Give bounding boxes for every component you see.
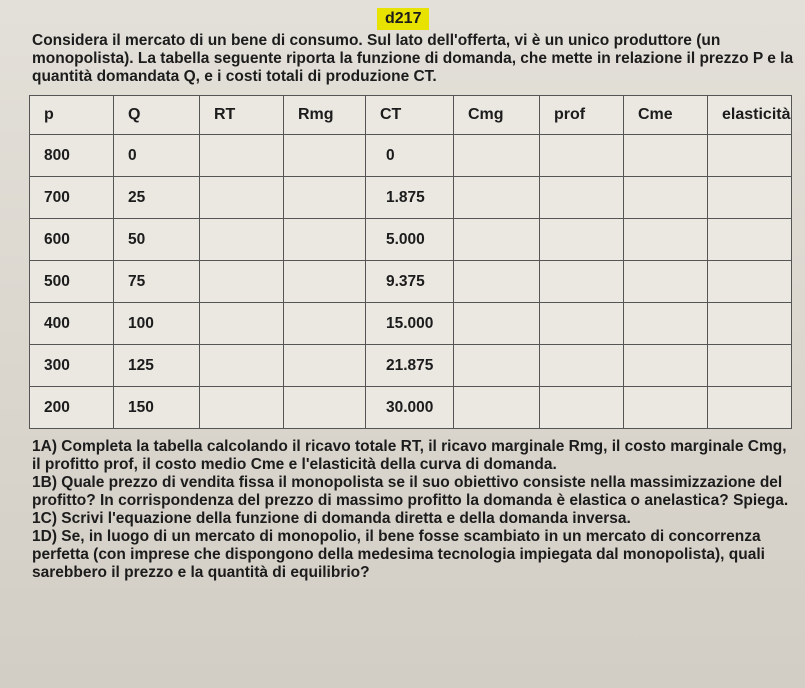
cell-cmg	[454, 261, 540, 303]
cell-p: 500	[30, 261, 114, 303]
cell-ct: 0	[366, 135, 454, 177]
cell-rt	[200, 261, 284, 303]
cell-prof	[540, 135, 624, 177]
cell-rt	[200, 177, 284, 219]
cell-rt	[200, 345, 284, 387]
cell-rmg	[284, 387, 366, 429]
cell-p: 800	[30, 135, 114, 177]
cell-prof	[540, 345, 624, 387]
cell-cmg	[454, 219, 540, 261]
question-1d: 1D) Se, in luogo di un mercato di monopolio, il bene fosse scambiato in un mercato di concorrenza perfetta (con imprese che dispongono della medesima tecnologia impiegata dal monopolista), quali sarebbero il prezzo e la quantità di equilibrio?	[32, 528, 765, 581]
table-row	[30, 219, 792, 261]
cell-q: 75	[114, 261, 200, 303]
header-ct: CT	[366, 96, 454, 135]
cell-ct: 9.375	[366, 261, 454, 303]
cell-elasticita	[708, 387, 792, 429]
cell-cme	[624, 387, 708, 429]
cell-p: 700	[30, 177, 114, 219]
cell-rt	[200, 303, 284, 345]
cell-q: 50	[114, 219, 200, 261]
header-q: Q	[114, 96, 200, 135]
cell-elasticita	[708, 177, 792, 219]
questions-block	[32, 438, 795, 582]
cell-rmg	[284, 135, 366, 177]
cell-q: 25	[114, 177, 200, 219]
cell-cmg	[454, 345, 540, 387]
cell-ct: 15.000	[366, 303, 454, 345]
header-cme: Cme	[624, 96, 708, 135]
cell-ct: 1.875	[366, 177, 454, 219]
cell-prof	[540, 177, 624, 219]
cell-rmg	[284, 303, 366, 345]
cell-q: 0	[114, 135, 200, 177]
cell-rt	[200, 387, 284, 429]
cell-prof	[540, 219, 624, 261]
exercise-code: d217	[377, 8, 429, 30]
cell-p: 200	[30, 387, 114, 429]
header-cmg: Cmg	[454, 96, 540, 135]
question-1b: 1B) Quale prezzo di vendita fissa il monopolista se il suo obiettivo consiste nella massimizzazione del profitto? In corrispondenza del prezzo di massimo profitto la domanda è elastica o anelastica? Spiega.	[32, 474, 789, 509]
cell-q: 150	[114, 387, 200, 429]
cell-cme	[624, 261, 708, 303]
table-row	[30, 387, 792, 429]
cell-cmg	[454, 135, 540, 177]
header-p: p	[30, 96, 114, 135]
cell-rt	[200, 219, 284, 261]
cell-q: 100	[114, 303, 200, 345]
cell-cme	[624, 303, 708, 345]
cell-cmg	[454, 303, 540, 345]
cell-rmg	[284, 261, 366, 303]
table-header-row	[30, 96, 792, 135]
cell-cmg	[454, 387, 540, 429]
cell-p: 400	[30, 303, 114, 345]
question-1a: 1A) Completa la tabella calcolando il ricavo totale RT, il ricavo marginale Rmg, il costo marginale Cmg, il profitto prof, il costo medio Cme e l'elasticità della curva di domanda.	[32, 438, 787, 473]
header-rmg: Rmg	[284, 96, 366, 135]
header-elasticita: elasticità	[708, 96, 792, 135]
intro-text: Considera il mercato di un bene di consumo. Sul lato dell'offerta, vi è un unico produttore (un monopolista). La tabella seguente riporta la funzione di domanda, che mette in relazione il prezzo P e la quantità domandata Q, e i costi totali di produzione CT.	[32, 32, 794, 85]
cell-rmg	[284, 177, 366, 219]
data-table	[29, 95, 792, 429]
cell-prof	[540, 387, 624, 429]
cell-cme	[624, 219, 708, 261]
cell-q: 125	[114, 345, 200, 387]
cell-cme	[624, 135, 708, 177]
cell-cmg	[454, 177, 540, 219]
cell-cme	[624, 345, 708, 387]
header-prof: prof	[540, 96, 624, 135]
cell-p: 600	[30, 219, 114, 261]
cell-elasticita	[708, 135, 792, 177]
table-row	[30, 261, 792, 303]
cell-rt	[200, 135, 284, 177]
cell-ct: 21.875	[366, 345, 454, 387]
cell-ct: 5.000	[366, 219, 454, 261]
table-row	[30, 345, 792, 387]
table-row	[30, 177, 792, 219]
header-rt: RT	[200, 96, 284, 135]
cell-cme	[624, 177, 708, 219]
cell-p: 300	[30, 345, 114, 387]
cell-elasticita	[708, 261, 792, 303]
table-row	[30, 303, 792, 345]
cell-elasticita	[708, 219, 792, 261]
cell-rmg	[284, 219, 366, 261]
cell-elasticita	[708, 303, 792, 345]
cell-ct: 30.000	[366, 387, 454, 429]
cell-prof	[540, 261, 624, 303]
question-1c: 1C) Scrivi l'equazione della funzione di domanda diretta e della domanda inversa.	[32, 510, 631, 527]
cell-rmg	[284, 345, 366, 387]
cell-elasticita	[708, 345, 792, 387]
cell-prof	[540, 303, 624, 345]
table-row	[30, 135, 792, 177]
